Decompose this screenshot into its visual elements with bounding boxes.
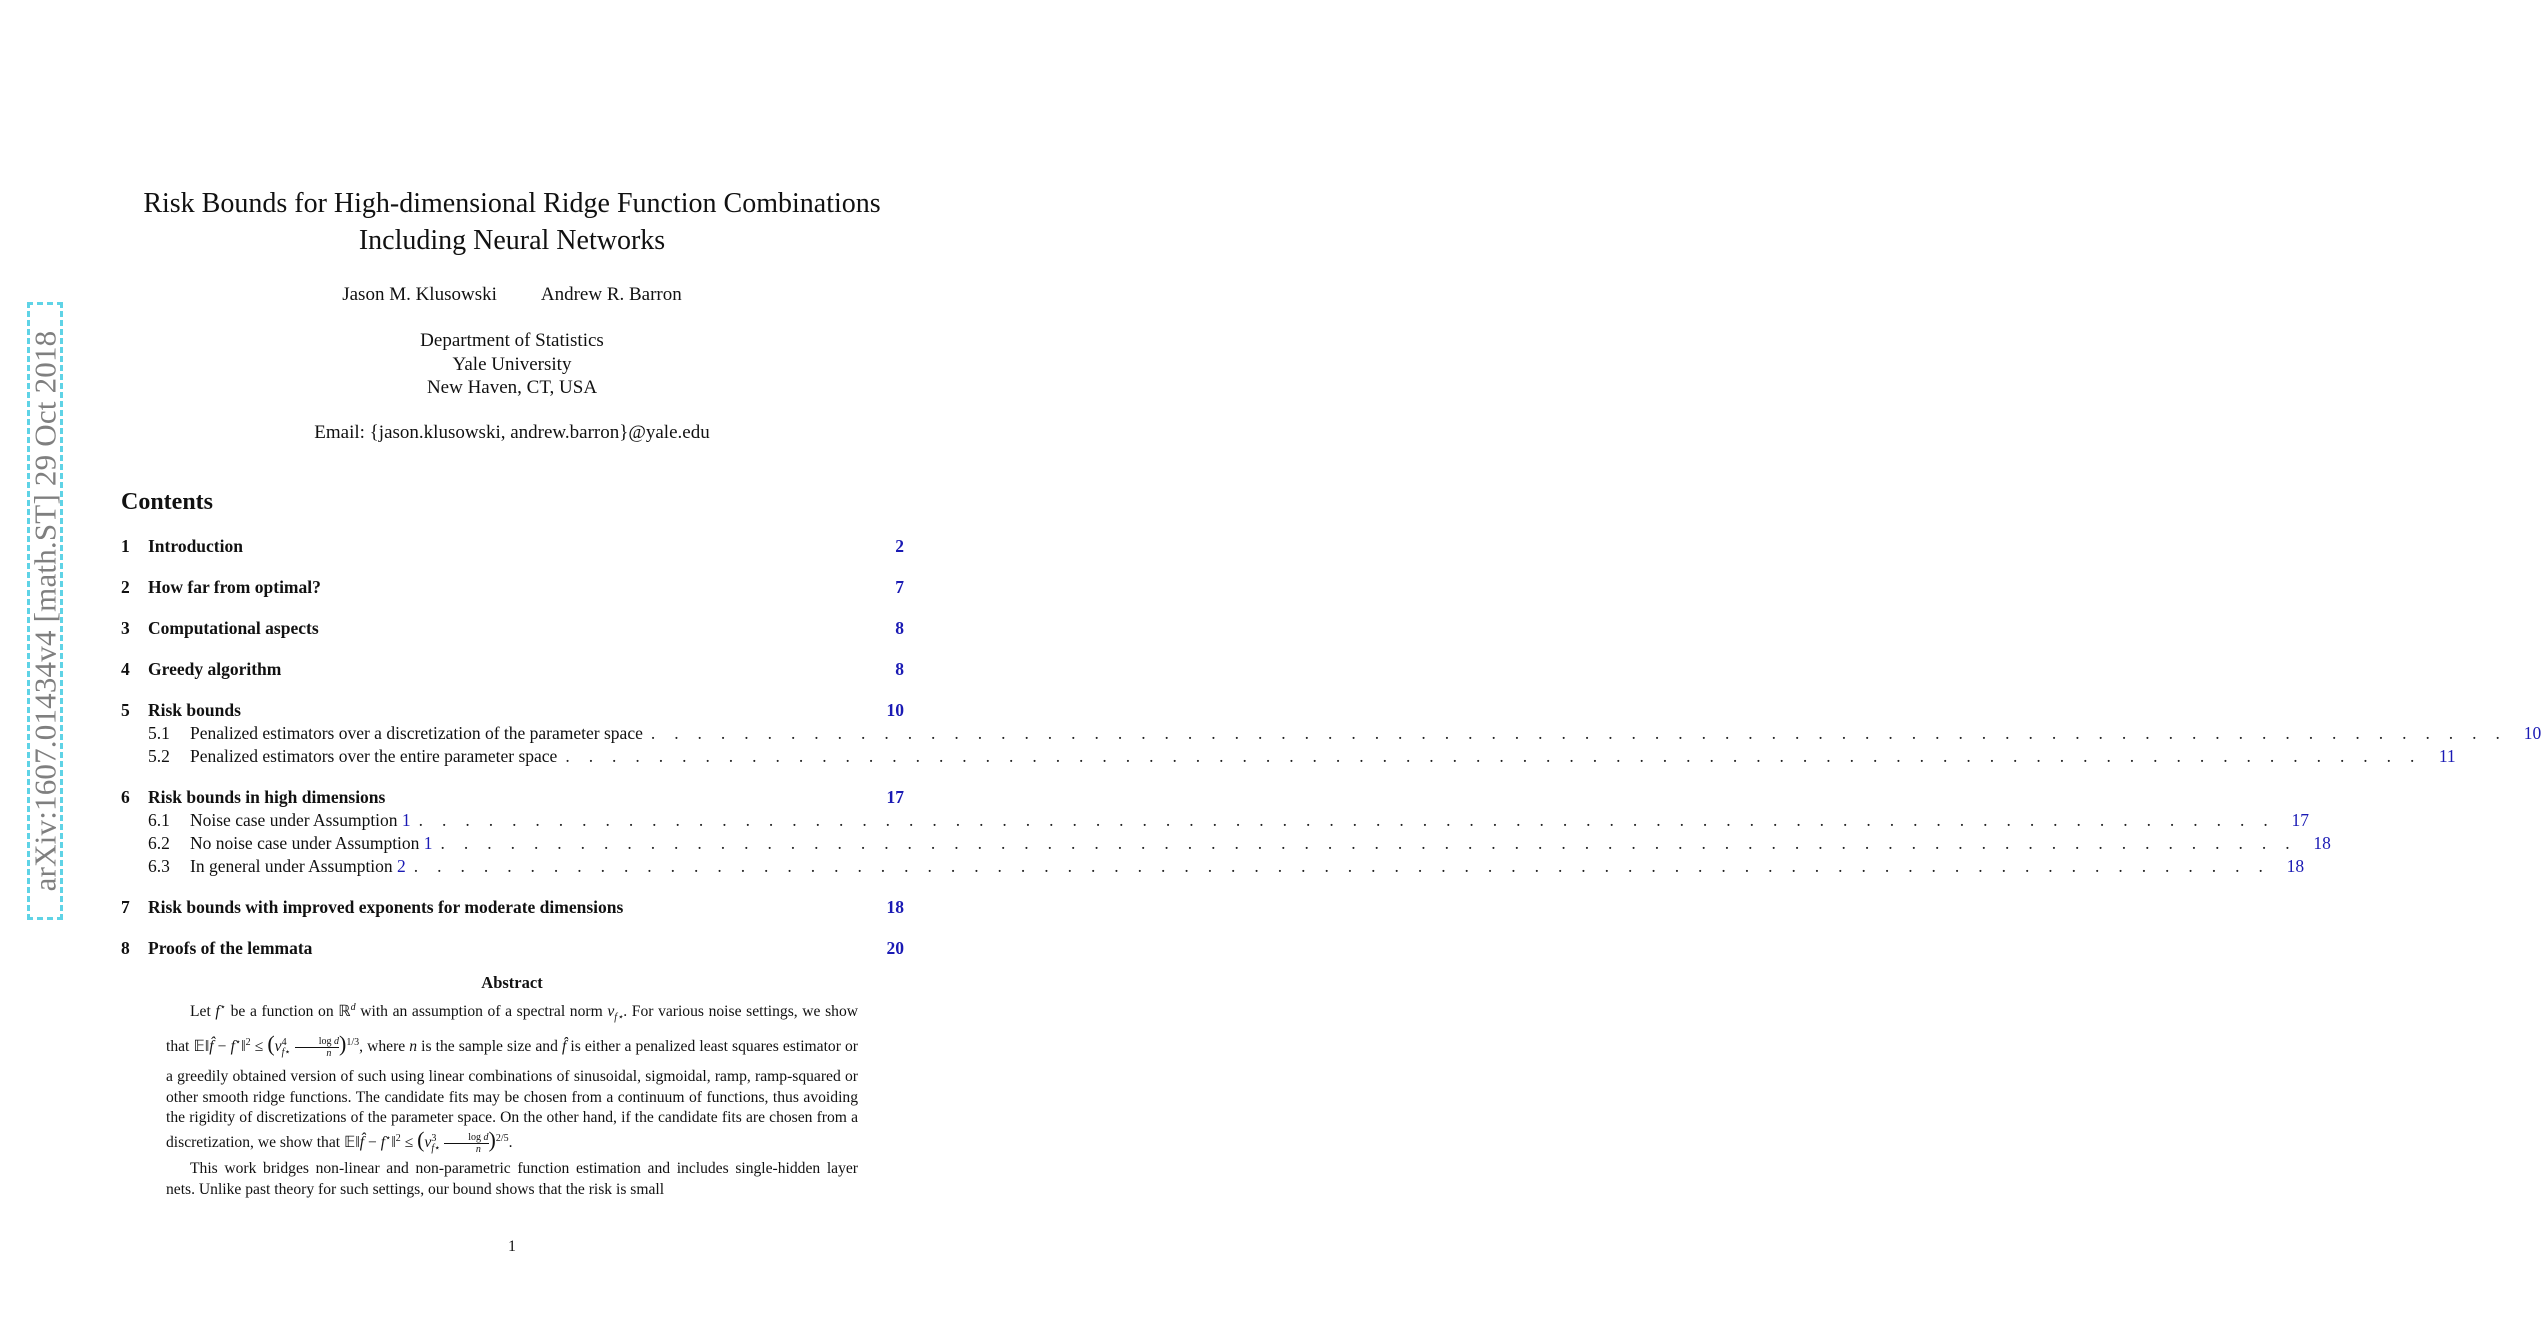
toc-page-link[interactable]: 8 <box>895 659 904 679</box>
toc-entry-number: 4 <box>121 659 130 679</box>
author-list <box>0 284 1024 306</box>
toc-subentry-number: 6.1 <box>148 810 170 830</box>
toc-subentry-title: Penalized estimators over a discretization of the parameter space <box>190 723 643 743</box>
affiliation-city: New Haven, CT, USA <box>426 377 598 398</box>
toc-entry-number: 8 <box>121 938 130 958</box>
toc-section-8 <box>121 937 904 960</box>
toc-entry[interactable] <box>121 617 904 640</box>
assumption-ref-link[interactable]: 1 <box>423 833 433 853</box>
toc-leader-dots: . . . . . . . . . . . . . . . . . . . . . . . . . . . . . . . . . . . . . . . . . . . . . . . . . . . . . . . . . . . . . . . . . . . . . . . . . . . . . . . . <box>418 810 2275 830</box>
toc-entry-title: Risk bounds in high dimensions <box>148 787 386 807</box>
toc-entry-number: 6 <box>121 787 130 807</box>
toc-page-link[interactable]: 20 <box>886 938 904 958</box>
toc-page-link[interactable]: 10 <box>886 700 904 720</box>
toc-entry-number: 2 <box>121 577 130 597</box>
toc-entry-title: Proofs of the lemmata <box>148 938 313 958</box>
toc-subentry-number: 6.3 <box>148 856 170 876</box>
toc-entry[interactable] <box>121 576 904 599</box>
toc-subentry-number: 5.1 <box>148 723 170 743</box>
math-risk-bound-1: 𝔼‖f̂ − f⋆‖$^2$ ≤ ($v^4_{f⋆}$ $\frac{\text{log d}}{n}$ )$^{1/3}$ <box>193 1030 360 1059</box>
affiliation <box>0 329 1024 400</box>
toc-subentry[interactable] <box>121 832 2331 855</box>
author-1: Jason M. Klusowski <box>342 284 497 305</box>
abstract-text: be a function on <box>226 1003 339 1021</box>
toc-page-link[interactable]: 18 <box>886 897 904 917</box>
contents-heading: Contents <box>121 489 214 515</box>
toc-entry[interactable] <box>121 896 904 919</box>
math-f-hat: f̂ <box>562 1037 567 1055</box>
math-n: n <box>409 1037 418 1055</box>
abstract-body <box>166 998 858 1200</box>
toc-entry[interactable] <box>121 658 904 681</box>
abstract-text: penalized least squares estimator or a greedily obtained version of such using linear combinations of sinusoidal, sigmoidal, ramp, ramp-squared or other smooth ridge functions. The candidate fits may be chosen from a continuum of functions, thus avoiding the rigidity of discretizations of the parameter space. On the other hand, if the candidate fits are chosen from a discretization, <box>166 1037 858 1151</box>
arxiv-identifier: arXiv:1607.01434v4 [math.ST] 29 Oct 2018 <box>27 330 63 892</box>
toc-subentry[interactable] <box>121 722 2541 745</box>
toc-section-5 <box>121 699 2541 768</box>
toc-subentry-title: Penalized estimators over the entire parameter space <box>190 746 558 766</box>
toc-entry-title: Greedy algorithm <box>148 659 282 679</box>
toc-entry-title: Introduction <box>148 536 243 556</box>
toc-page-link[interactable]: 10 <box>2523 723 2541 743</box>
abstract-text: is the sample size and <box>417 1037 562 1055</box>
abstract-text: is either a <box>566 1037 632 1055</box>
affiliation-dept: Department of Statistics <box>420 330 604 351</box>
toc-entry[interactable] <box>121 535 904 558</box>
toc-entry-title: How far from optimal? <box>148 577 321 597</box>
toc-subentry-number: 6.2 <box>148 833 170 853</box>
toc-entry-number: 7 <box>121 897 130 917</box>
toc-section-4 <box>121 658 904 681</box>
abstract-text: we show that <box>257 1133 344 1151</box>
toc-page-link[interactable]: 18 <box>2313 833 2331 853</box>
toc-subentry[interactable] <box>121 745 2456 768</box>
math-f-star: f <box>215 1003 220 1021</box>
toc-subentry[interactable] <box>121 809 2309 832</box>
toc-leader-dots: . . . . . . . . . . . . . . . . . . . . . . . . . . . . . . . . . . . . . . . . . . . . . . . . . . . . . . . . . . . . . . . . . . . . . . . . . . . . . . . . <box>413 856 2271 876</box>
toc-section-2 <box>121 576 904 599</box>
toc-entry-number: 1 <box>121 536 130 556</box>
assumption-ref-link[interactable]: 1 <box>401 810 411 830</box>
abstract-paragraph-1: Let f⋆ be a function on ℝ$^d$ with an assumption of a spectral norm $v_{f⋆}$. For various noise settings, we show that 𝔼‖f̂ − f⋆‖$^2$ ≤ ($v^4_{f⋆}$ $\frac{\text{log d}}{n}$ )$^{1/3}$, where n is the sample size and f̂ is either a penalized least squares estimator or a greedily obtained version of such using linear combinations of sinusoidal, sigmoidal, ramp, ramp-squared or other smooth ridge functions. The candidate fits may be chosen from a continuum of functions, thus avoiding the rigidity of discretizations of the parameter space. On the other hand, if the candidate fits are chosen from a discretization, we show that 𝔼‖f̂ − f⋆‖$^2$ ≤ ($v^3_{f⋆}$ $\frac{\text{log d}}{n}$ )$^{2/5}$. <box>166 1002 859 1155</box>
abstract-text: . <box>508 1133 513 1151</box>
toc-page-link[interactable]: 18 <box>2286 856 2305 876</box>
toc-subentry-number: 5.2 <box>148 746 170 766</box>
toc-section-1 <box>121 535 904 558</box>
math-real-space: ℝ$^d$ <box>338 1002 356 1021</box>
toc-leader-dots: . . . . . . . . . . . . . . . . . . . . . . . . . . . . . . . . . . . . . . . . . . . . . . . . . . . . . . . . . . . . . . . . . . . . . . . . . . . . . . . . <box>650 723 2508 743</box>
page-number: 1 <box>508 1238 516 1255</box>
toc-subentry[interactable] <box>121 855 2305 878</box>
math-risk-bound-2: 𝔼‖f̂ − f⋆‖$^2$ ≤ ($v^3_{f⋆}$ $\frac{\text{log d}}{n}$ )$^{2/5}$ <box>344 1126 509 1155</box>
abstract-text: with an assumption of a spectral norm <box>355 1003 608 1021</box>
toc-entry-number: 3 <box>121 618 130 638</box>
affiliation-univ: Yale University <box>452 353 572 375</box>
author-2: Andrew R. Barron <box>540 284 682 305</box>
toc-leader-dots: . . . . . . . . . . . . . . . . . . . . . . . . . . . . . . . . . . . . . . . . . . . . . . . . . . . . . . . . . . . . . . . . . . . . . . . . . . . . . . . . <box>565 746 2422 766</box>
title-line-2: Including Neural Networks <box>358 225 666 256</box>
abstract-heading: Abstract <box>481 973 543 992</box>
abstract-text: settings, we show that <box>166 1003 859 1055</box>
math-spectral-norm: $v_{f⋆}$ <box>607 1003 624 1024</box>
toc-page-link[interactable]: 17 <box>886 787 904 807</box>
abstract-text: . For various noise <box>623 1003 742 1021</box>
toc-subentry-title: Noise case under Assumption 1 <box>190 810 411 830</box>
toc-entry-title: Risk bounds <box>148 700 241 720</box>
toc-page-link[interactable]: 17 <box>2291 810 2309 830</box>
table-of-contents <box>121 535 2541 978</box>
toc-section-7 <box>121 896 904 919</box>
abstract-text: Let <box>190 1003 216 1021</box>
toc-page-link[interactable]: 11 <box>2438 746 2456 766</box>
toc-subentry-title: No noise case under Assumption 1 <box>190 833 433 853</box>
toc-leader-dots: . . . . . . . . . . . . . . . . . . . . . . . . . . . . . . . . . . . . . . . . . . . . . . . . . . . . . . . . . . . . . . . . . . . . . . . . . . . . . . . . <box>440 833 2297 853</box>
title-line-1: Risk Bounds for High-dimensional Ridge Function Combinations <box>143 188 881 219</box>
toc-page-link[interactable]: 8 <box>895 618 904 638</box>
toc-entry[interactable] <box>121 786 904 809</box>
toc-entry-number: 5 <box>121 700 130 720</box>
abstract-text: , where <box>359 1037 410 1055</box>
toc-section-6 <box>121 786 2331 878</box>
toc-entry-title: Risk bounds with improved exponents for moderate dimensions <box>148 897 624 917</box>
email-line: Email: {jason.klusowski, andrew.barron}@yale.edu <box>314 422 710 443</box>
abstract-paragraph-2: This work bridges non-linear and non-parametric function estimation and includes single-hidden layer nets. Unlike past theory for such settings, our bound shows that the risk is small <box>166 1160 858 1198</box>
toc-entry-title: Computational aspects <box>148 618 319 638</box>
toc-page-link[interactable]: 7 <box>895 577 904 597</box>
assumption-ref-link[interactable]: 2 <box>397 856 406 876</box>
toc-page-link[interactable]: 2 <box>895 536 904 556</box>
toc-entry[interactable] <box>121 937 904 960</box>
toc-subentry-title: In general under Assumption 2 <box>190 856 406 876</box>
toc-section-3 <box>121 617 904 640</box>
toc-entry[interactable] <box>121 699 904 722</box>
paper-title <box>100 185 924 259</box>
